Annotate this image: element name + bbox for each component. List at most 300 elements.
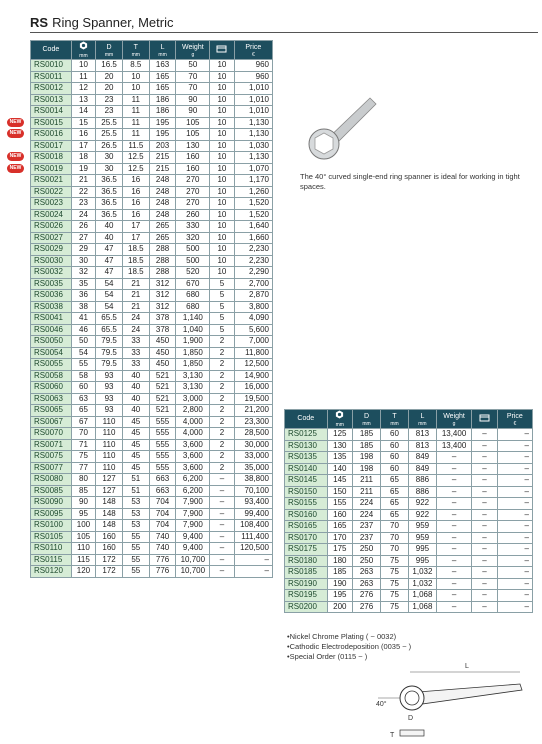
value-cell: 135: [327, 452, 353, 464]
value-cell: 160: [96, 531, 123, 543]
value-cell: –: [210, 520, 234, 532]
code-cell: RS0030: [31, 255, 72, 267]
code-cell: RS0071: [31, 439, 72, 451]
value-cell: –: [472, 567, 498, 579]
value-cell: 67: [71, 416, 95, 428]
value-cell: 24: [122, 313, 149, 325]
value-cell: 27: [71, 232, 95, 244]
price-cell: –: [497, 486, 532, 498]
table-row: [285, 601, 533, 613]
value-cell: 211: [353, 475, 381, 487]
value-cell: 70: [71, 428, 95, 440]
col-size-unit: mm: [335, 422, 344, 428]
value-cell: 5: [210, 324, 234, 336]
value-cell: 740: [149, 531, 176, 543]
value-cell: 25.5: [96, 129, 123, 141]
table-row: [31, 60, 273, 72]
value-cell: 215: [149, 163, 176, 175]
value-cell: 22: [71, 186, 95, 198]
value-cell: 54: [96, 301, 123, 313]
price-cell: 120,500: [234, 543, 272, 555]
code-cell: RS0041: [31, 313, 72, 325]
value-cell: –: [210, 554, 234, 566]
price-cell: –: [497, 429, 532, 441]
value-cell: 23: [96, 106, 123, 118]
value-cell: 195: [327, 590, 353, 602]
col-code-label: Code: [297, 415, 315, 422]
value-cell: 5: [210, 290, 234, 302]
value-cell: 26.5: [96, 140, 123, 152]
value-cell: 25.5: [96, 117, 123, 129]
value-cell: –: [436, 498, 471, 510]
table-row: [31, 140, 273, 152]
price-cell: 1,660: [234, 232, 272, 244]
table-row: [31, 117, 273, 129]
code-cell: RS0024: [31, 209, 72, 221]
value-cell: 90: [71, 497, 95, 509]
value-cell: 110: [71, 543, 95, 555]
value-cell: 50: [176, 60, 210, 72]
value-cell: 53: [122, 520, 149, 532]
value-cell: 33: [122, 347, 149, 359]
value-cell: 21: [71, 175, 95, 187]
value-cell: 312: [149, 301, 176, 313]
value-cell: 312: [149, 278, 176, 290]
table-row: [31, 382, 273, 394]
code-cell: RS0175: [285, 544, 328, 556]
col-t-unit: mm: [131, 51, 140, 58]
value-cell: 1,850: [176, 347, 210, 359]
value-cell: 450: [149, 336, 176, 348]
value-cell: 70: [381, 544, 409, 556]
value-cell: 704: [149, 497, 176, 509]
code-cell: RS0019: [31, 163, 72, 175]
col-l-unit: mm: [418, 420, 427, 427]
price-cell: 1,260: [234, 186, 272, 198]
product-description: The 40° curved single-end ring spanner is ideal for working in tight spaces.: [300, 172, 520, 191]
code-cell: RS0115: [31, 554, 72, 566]
col-price-header: [497, 410, 532, 429]
value-cell: 33: [122, 359, 149, 371]
length-label: L: [465, 663, 469, 670]
value-cell: 288: [149, 255, 176, 267]
price-cell: 1,130: [234, 129, 272, 141]
table-body: [31, 60, 273, 578]
table-row: [31, 554, 273, 566]
table-row: [285, 532, 533, 544]
price-cell: –: [497, 555, 532, 567]
value-cell: 13: [71, 94, 95, 106]
value-cell: 330: [176, 221, 210, 233]
col-l-header: [408, 410, 436, 429]
value-cell: 145: [327, 475, 353, 487]
value-cell: 10: [210, 186, 234, 198]
code-cell: RS0130: [285, 440, 328, 452]
value-cell: –: [472, 578, 498, 590]
value-cell: 12.5: [122, 152, 149, 164]
value-cell: 55: [122, 531, 149, 543]
value-cell: 813: [408, 429, 436, 441]
value-cell: 23: [71, 198, 95, 210]
code-cell: RS0036: [31, 290, 72, 302]
value-cell: 13,400: [436, 429, 471, 441]
value-cell: 3,130: [176, 370, 210, 382]
code-cell: RS0018: [31, 152, 72, 164]
col-weight-label: Weight: [182, 43, 204, 51]
value-cell: –: [210, 497, 234, 509]
value-cell: 105: [71, 531, 95, 543]
value-cell: 215: [149, 152, 176, 164]
value-cell: –: [436, 555, 471, 567]
value-cell: 1,850: [176, 359, 210, 371]
table-row: [285, 590, 533, 602]
value-cell: 521: [149, 370, 176, 382]
value-cell: 198: [353, 452, 381, 464]
code-cell: RS0155: [285, 498, 328, 510]
price-cell: 4,090: [234, 313, 272, 325]
value-cell: 670: [176, 278, 210, 290]
value-cell: 90: [176, 94, 210, 106]
value-cell: 32: [71, 267, 95, 279]
value-cell: –: [210, 566, 234, 578]
value-cell: 10: [210, 140, 234, 152]
code-cell: RS0012: [31, 83, 72, 95]
table-row: [31, 520, 273, 532]
value-cell: 16: [122, 175, 149, 187]
code-cell: RS0054: [31, 347, 72, 359]
value-cell: 93: [96, 393, 123, 405]
value-cell: 170: [327, 532, 353, 544]
price-cell: 12,500: [234, 359, 272, 371]
value-cell: –: [472, 521, 498, 533]
price-cell: 1,170: [234, 175, 272, 187]
value-cell: 180: [327, 555, 353, 567]
value-cell: 270: [176, 198, 210, 210]
price-cell: 28,500: [234, 428, 272, 440]
value-cell: 55: [122, 554, 149, 566]
value-cell: 2: [210, 405, 234, 417]
value-cell: 1,140: [176, 313, 210, 325]
value-cell: 11: [122, 94, 149, 106]
table-row: [31, 439, 273, 451]
value-cell: 10: [210, 175, 234, 187]
col-t-header: [122, 41, 149, 60]
value-cell: –: [472, 590, 498, 602]
value-cell: –: [472, 429, 498, 441]
code-cell: RS0077: [31, 462, 72, 474]
value-cell: 312: [149, 290, 176, 302]
col-pack-header: [210, 41, 234, 60]
value-cell: 195: [149, 117, 176, 129]
value-cell: 237: [353, 521, 381, 533]
value-cell: 65: [381, 509, 409, 521]
price-cell: –: [497, 567, 532, 579]
value-cell: 10: [210, 71, 234, 83]
value-cell: 29: [71, 244, 95, 256]
price-cell: –: [497, 521, 532, 533]
value-cell: 79.5: [96, 336, 123, 348]
price-cell: 1,640: [234, 221, 272, 233]
code-cell: RS0150: [285, 486, 328, 498]
value-cell: 75: [381, 601, 409, 613]
value-cell: 93: [96, 405, 123, 417]
code-cell: RS0165: [285, 521, 328, 533]
code-cell: RS0067: [31, 416, 72, 428]
value-cell: 40: [96, 232, 123, 244]
code-cell: RS0023: [31, 198, 72, 210]
value-cell: 110: [96, 462, 123, 474]
table-row: [285, 452, 533, 464]
table-row: [31, 359, 273, 371]
table-row: [31, 106, 273, 118]
value-cell: 663: [149, 474, 176, 486]
col-code-header: [285, 410, 328, 429]
value-cell: 148: [96, 508, 123, 520]
code-cell: RS0029: [31, 244, 72, 256]
new-badge: NEW: [7, 129, 24, 138]
value-cell: 17: [122, 221, 149, 233]
value-cell: 93: [96, 370, 123, 382]
price-cell: 108,400: [234, 520, 272, 532]
value-cell: 80: [71, 474, 95, 486]
value-cell: 65.5: [96, 324, 123, 336]
value-cell: 11: [122, 106, 149, 118]
code-cell: RS0046: [31, 324, 72, 336]
table-row: [285, 544, 533, 556]
value-cell: 813: [408, 440, 436, 452]
table-row: [31, 531, 273, 543]
value-cell: 6,200: [176, 485, 210, 497]
value-cell: 2: [210, 428, 234, 440]
price-cell: 1,010: [234, 106, 272, 118]
value-cell: 211: [353, 486, 381, 498]
value-cell: 55: [122, 543, 149, 555]
value-cell: 110: [96, 439, 123, 451]
value-cell: 10: [210, 152, 234, 164]
code-cell: RS0065: [31, 405, 72, 417]
value-cell: 53: [122, 497, 149, 509]
col-size-header: [71, 41, 95, 60]
code-cell: RS0135: [285, 452, 328, 464]
col-weight-unit: g: [452, 420, 456, 427]
value-cell: 3,130: [176, 382, 210, 394]
table-row: [31, 83, 273, 95]
value-cell: –: [436, 544, 471, 556]
value-cell: 16: [122, 198, 149, 210]
new-badge: NEW: [7, 118, 24, 127]
value-cell: –: [436, 486, 471, 498]
code-cell: RS0055: [31, 359, 72, 371]
value-cell: 10,700: [176, 566, 210, 578]
value-cell: 95: [71, 508, 95, 520]
value-cell: 450: [149, 359, 176, 371]
code-cell: RS0050: [31, 336, 72, 348]
code-cell: RS0145: [285, 475, 328, 487]
value-cell: –: [436, 475, 471, 487]
value-cell: 10: [210, 60, 234, 72]
value-cell: 120: [71, 566, 95, 578]
value-cell: 2: [210, 370, 234, 382]
code-cell: RS0100: [31, 520, 72, 532]
value-cell: 520: [176, 267, 210, 279]
value-cell: 680: [176, 290, 210, 302]
value-cell: 2: [210, 359, 234, 371]
value-cell: –: [472, 475, 498, 487]
product-title: Ring Spanner, Metric: [52, 15, 174, 30]
value-cell: 185: [353, 440, 381, 452]
spanner-ring-inner: [405, 691, 419, 705]
value-cell: 224: [353, 509, 381, 521]
value-cell: 12.5: [122, 163, 149, 175]
value-cell: 2: [210, 336, 234, 348]
value-cell: –: [472, 532, 498, 544]
value-cell: 90: [176, 106, 210, 118]
value-cell: 2: [210, 462, 234, 474]
table-row: [285, 498, 533, 510]
value-cell: 5: [210, 301, 234, 313]
value-cell: 10: [210, 198, 234, 210]
table-row: [285, 521, 533, 533]
value-cell: 30: [96, 163, 123, 175]
value-cell: 186: [149, 94, 176, 106]
value-cell: 10: [210, 255, 234, 267]
value-cell: 7,900: [176, 508, 210, 520]
value-cell: 75: [381, 578, 409, 590]
code-cell: RS0026: [31, 221, 72, 233]
value-cell: 21: [122, 301, 149, 313]
value-cell: 776: [149, 566, 176, 578]
code-cell: RS0120: [31, 566, 72, 578]
value-cell: 849: [408, 463, 436, 475]
value-cell: –: [436, 601, 471, 613]
price-cell: 33,000: [234, 451, 272, 463]
price-cell: 1,520: [234, 198, 272, 210]
col-d-label: D: [364, 412, 370, 420]
value-cell: 40: [122, 370, 149, 382]
value-cell: 288: [149, 267, 176, 279]
price-cell: 2,230: [234, 244, 272, 256]
value-cell: –: [436, 532, 471, 544]
value-cell: 10: [210, 83, 234, 95]
value-cell: 288: [149, 244, 176, 256]
value-cell: 46: [71, 324, 95, 336]
value-cell: 10: [122, 71, 149, 83]
code-cell: RS0140: [285, 463, 328, 475]
code-cell: RS0058: [31, 370, 72, 382]
value-cell: –: [436, 452, 471, 464]
value-cell: 10: [210, 163, 234, 175]
price-cell: 111,400: [234, 531, 272, 543]
table-row: [31, 370, 273, 382]
value-cell: 41: [71, 313, 95, 325]
spec-table-extended: [284, 409, 533, 613]
value-cell: 185: [327, 567, 353, 579]
value-cell: 16: [71, 129, 95, 141]
value-cell: 60: [71, 382, 95, 394]
value-cell: 45: [122, 428, 149, 440]
value-cell: 150: [327, 486, 353, 498]
note-item: • Cathodic Electrodeposition (0035 ~ ): [287, 642, 411, 652]
note-item: • Nickel Chrome Plating ( ~ 0032): [287, 632, 411, 642]
value-cell: 163: [149, 60, 176, 72]
col-t-label: T: [133, 43, 138, 51]
col-size-unit: mm: [79, 53, 88, 59]
value-cell: 663: [149, 485, 176, 497]
table-row: [31, 462, 273, 474]
value-cell: 36.5: [96, 175, 123, 187]
value-cell: 1,032: [408, 578, 436, 590]
value-cell: 50: [71, 336, 95, 348]
code-cell: RS0125: [285, 429, 328, 441]
value-cell: –: [436, 590, 471, 602]
value-cell: 555: [149, 428, 176, 440]
code-cell: RS0085: [31, 485, 72, 497]
table-row: [31, 232, 273, 244]
title-rule: [30, 32, 538, 33]
code-cell: RS0090: [31, 497, 72, 509]
spec-table-main: [30, 40, 273, 578]
col-price-label: Price: [506, 412, 523, 420]
table-row: [285, 555, 533, 567]
table-row: [31, 290, 273, 302]
price-cell: –: [497, 578, 532, 590]
value-cell: 75: [71, 451, 95, 463]
value-cell: 18.5: [122, 255, 149, 267]
value-cell: 47: [96, 267, 123, 279]
value-cell: 17: [71, 140, 95, 152]
value-cell: 172: [96, 554, 123, 566]
value-cell: 110: [96, 416, 123, 428]
value-cell: –: [436, 463, 471, 475]
price-cell: –: [234, 566, 272, 578]
table-row: [285, 486, 533, 498]
value-cell: 2: [210, 393, 234, 405]
price-cell: 70,100: [234, 485, 272, 497]
value-cell: 276: [353, 590, 381, 602]
table-row: [31, 152, 273, 164]
value-cell: 70: [381, 521, 409, 533]
price-cell: 99,400: [234, 508, 272, 520]
value-cell: 10: [210, 209, 234, 221]
code-cell: RS0010: [31, 60, 72, 72]
price-cell: –: [497, 544, 532, 556]
value-cell: 100: [71, 520, 95, 532]
price-cell: 30,000: [234, 439, 272, 451]
value-cell: 51: [122, 474, 149, 486]
table-row: [31, 566, 273, 578]
table-row: [31, 71, 273, 83]
value-cell: 45: [122, 462, 149, 474]
table-row: [285, 429, 533, 441]
value-cell: 71: [71, 439, 95, 451]
value-cell: 75: [381, 590, 409, 602]
value-cell: 13,400: [436, 440, 471, 452]
table-row: [285, 509, 533, 521]
price-cell: 38,800: [234, 474, 272, 486]
value-cell: 260: [176, 209, 210, 221]
value-cell: 70: [176, 71, 210, 83]
value-cell: 75: [381, 567, 409, 579]
value-cell: 10: [210, 117, 234, 129]
value-cell: 11: [122, 129, 149, 141]
table-row: [31, 416, 273, 428]
value-cell: 9,400: [176, 531, 210, 543]
value-cell: 20: [96, 83, 123, 95]
spanner-handle: [418, 684, 522, 704]
table-row: [31, 428, 273, 440]
code-cell: RS0170: [285, 532, 328, 544]
value-cell: –: [472, 463, 498, 475]
